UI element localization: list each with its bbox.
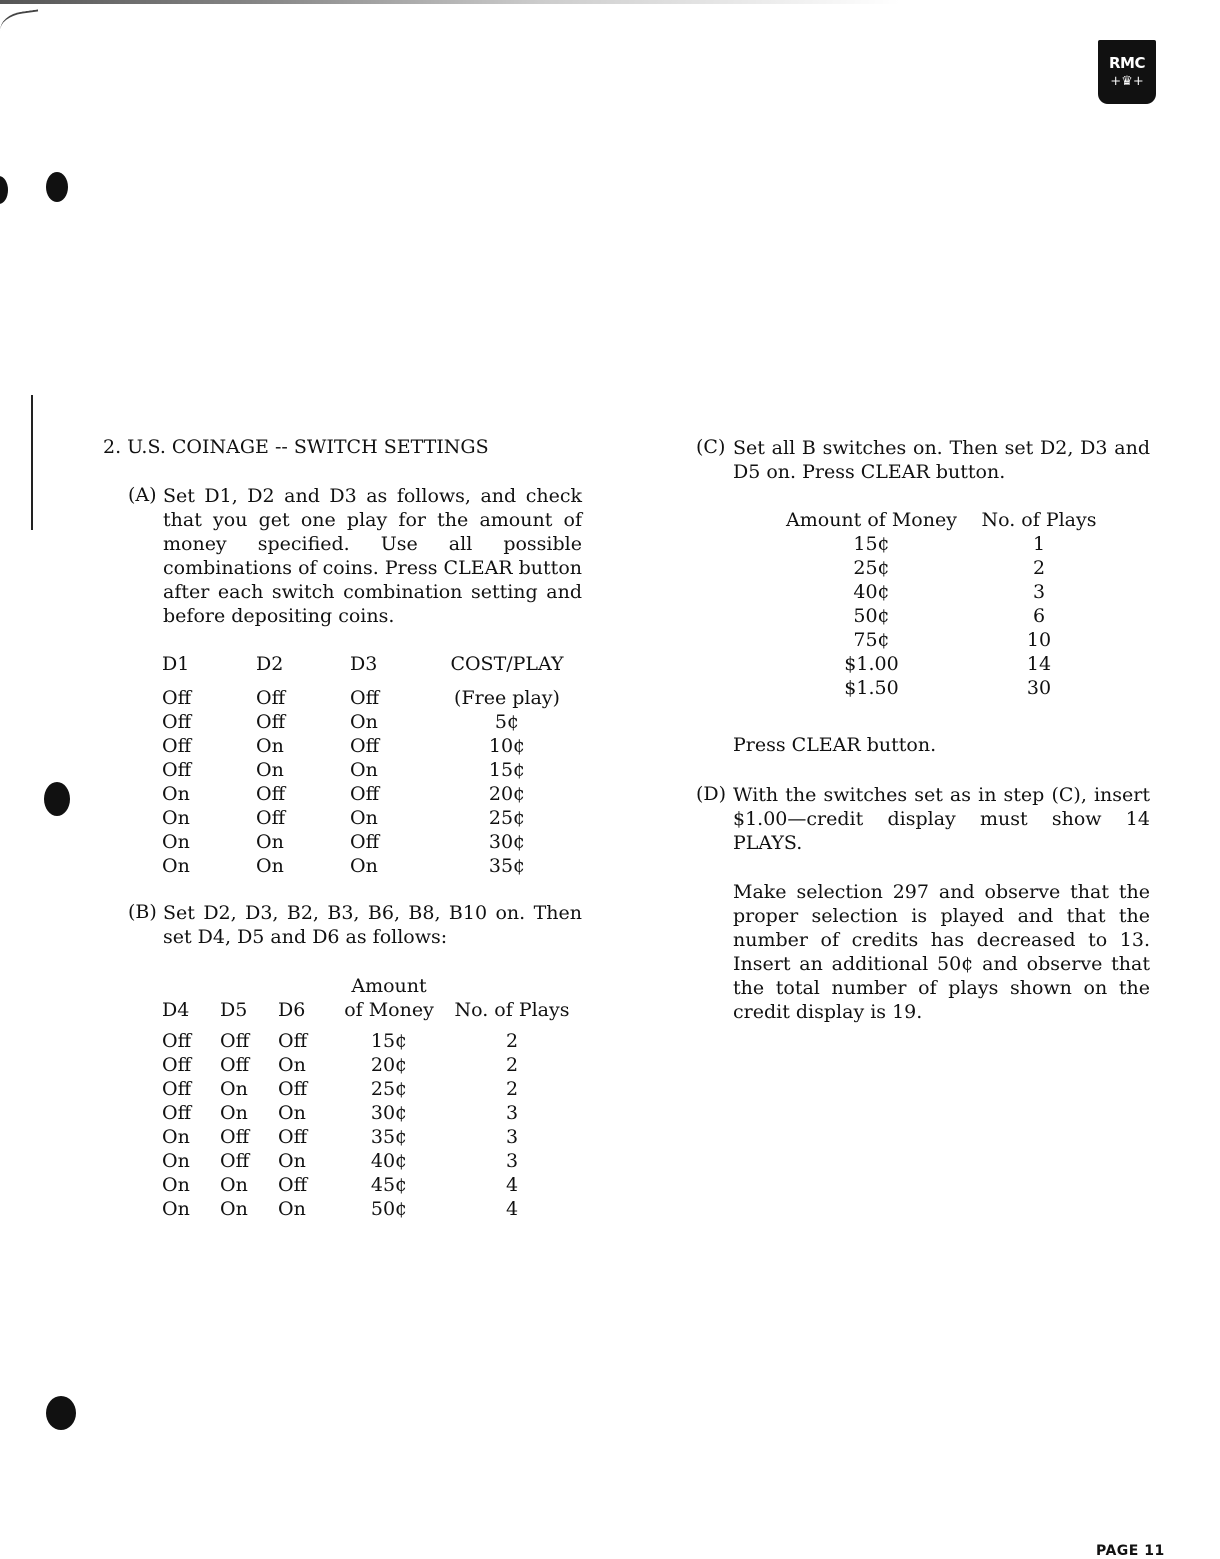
cell: On <box>220 1198 248 1220</box>
binder-hole <box>46 172 68 202</box>
table-row <box>162 806 577 830</box>
cell: On <box>278 1102 306 1124</box>
table-row <box>162 1173 582 1197</box>
cell: Off <box>278 1126 308 1148</box>
cell: 5¢ <box>494 711 520 733</box>
cell: 2 <box>505 1030 519 1052</box>
cell: 20¢ <box>370 1054 408 1076</box>
cell: Off <box>256 687 286 709</box>
scan-edge-line <box>0 0 900 4</box>
table-row <box>162 734 577 758</box>
cell: 3 <box>505 1150 519 1172</box>
cell: 4 <box>505 1198 519 1220</box>
cell: Off <box>256 807 286 829</box>
cell: 20¢ <box>488 783 526 805</box>
step-b-label: (B) <box>128 901 157 923</box>
cell: 6 <box>1032 605 1046 627</box>
cell: On <box>278 1054 306 1076</box>
cell: On <box>162 831 190 853</box>
table-row <box>779 580 1114 604</box>
cell: On <box>162 1150 190 1172</box>
cell: 1 <box>1032 533 1046 555</box>
col-header: D3 <box>350 653 378 675</box>
col-header: No. of Plays <box>454 999 570 1021</box>
table-row <box>162 710 577 734</box>
cell: Off <box>350 735 380 757</box>
table-row <box>162 1101 582 1125</box>
step-d-text: With the switches set as in step (C), insert $1.00—credit display must show 14 PLAYS. <box>733 784 1150 854</box>
cell: 40¢ <box>853 581 890 603</box>
col-header: D5 <box>220 999 248 1021</box>
cell: Off <box>162 735 192 757</box>
cell: 3 <box>1032 581 1046 603</box>
table-c-header <box>779 508 1114 532</box>
cell: 40¢ <box>370 1150 408 1172</box>
col-header: D4 <box>162 999 190 1021</box>
cell: $1.00 <box>844 653 899 675</box>
table-row <box>162 1053 582 1077</box>
margin-rule <box>31 395 33 530</box>
cell: Off <box>162 711 192 733</box>
cell: 50¢ <box>853 605 890 627</box>
cell: 35¢ <box>370 1126 408 1148</box>
table-row <box>162 1029 582 1053</box>
cell: Off <box>220 1030 250 1052</box>
col-header: D2 <box>256 653 284 675</box>
cell: Off <box>162 1030 192 1052</box>
table-a <box>162 652 577 878</box>
table-row <box>162 686 577 710</box>
col-header: COST/PLAY <box>450 653 564 675</box>
cell: 14 <box>1026 653 1052 675</box>
cell: 10¢ <box>488 735 526 757</box>
table-row <box>162 1077 582 1101</box>
binder-hole-mark <box>0 176 8 204</box>
table-row <box>779 676 1114 700</box>
crown-icon: +♛+ <box>1110 74 1144 89</box>
cell: 50¢ <box>370 1198 408 1220</box>
cell: Off <box>256 783 286 805</box>
cell: On <box>256 759 284 781</box>
cell: 3 <box>505 1102 519 1124</box>
table-row <box>779 532 1114 556</box>
table-b <box>162 974 582 1221</box>
cell: On <box>350 759 378 781</box>
cell: On <box>162 1174 190 1196</box>
cell: 3 <box>505 1126 519 1148</box>
cell: Off <box>220 1126 250 1148</box>
step-b-text: Set D2, D3, B2, B3, B6, B8, B10 on. Then set D4, D5 and D6 as follows: <box>163 902 582 948</box>
rmc-logo <box>1098 40 1156 104</box>
cell: 35¢ <box>488 855 526 877</box>
step-d-label: (D) <box>696 783 727 805</box>
cell: On <box>350 855 378 877</box>
table-row <box>162 782 577 806</box>
cell: $1.50 <box>844 677 899 699</box>
cell: On <box>162 783 190 805</box>
cell: 25¢ <box>853 557 890 579</box>
cell: On <box>220 1078 248 1100</box>
step-a-label: (A) <box>128 484 157 506</box>
cell: 30¢ <box>370 1102 408 1124</box>
page-number: PAGE 11 <box>1096 1543 1165 1559</box>
step-d-text2: Make selection 297 and observe that the proper selection is played and that the number of credits has decreased to 13. Insert an additional 50¢ and observe that the total number of plays shown on the credit display is 19. <box>733 881 1150 1023</box>
cell: On <box>162 855 190 877</box>
cell: Off <box>278 1174 308 1196</box>
cell: 75¢ <box>853 629 890 651</box>
cell: Off <box>350 831 380 853</box>
cell: Off <box>350 783 380 805</box>
table-row <box>779 604 1114 628</box>
cell: 10 <box>1026 629 1052 651</box>
cell: 15¢ <box>853 533 890 555</box>
cell: 4 <box>505 1174 519 1196</box>
table-a-header <box>162 652 577 686</box>
cell: On <box>350 711 378 733</box>
cell: Off <box>162 1054 192 1076</box>
table-b-header-row1 <box>162 974 582 998</box>
col-header: No. of Plays <box>981 509 1097 531</box>
col-header: Amount of Money <box>786 509 957 531</box>
cell: On <box>278 1150 306 1172</box>
cell: 2 <box>505 1054 519 1076</box>
cell: (Free play) <box>454 687 560 709</box>
col-header: D1 <box>162 653 190 675</box>
cell: On <box>350 807 378 829</box>
col-header: of Money <box>344 999 434 1021</box>
step-b <box>128 901 588 949</box>
step-a <box>128 484 588 628</box>
cell: Off <box>162 1102 192 1124</box>
col-header: D6 <box>278 999 306 1021</box>
cell: 30¢ <box>488 831 526 853</box>
cell: 30 <box>1026 677 1052 699</box>
binder-hole <box>44 782 70 816</box>
table-row <box>162 830 577 854</box>
table-row <box>779 652 1114 676</box>
cell: On <box>256 831 284 853</box>
cell: Off <box>278 1030 308 1052</box>
cell: 45¢ <box>370 1174 408 1196</box>
table-b-header-row2 <box>162 998 582 1029</box>
table-row <box>162 1197 582 1221</box>
table-row <box>779 628 1114 652</box>
table-row <box>162 758 577 782</box>
cell: On <box>278 1198 306 1220</box>
table-c <box>779 508 1114 700</box>
cell: Off <box>278 1078 308 1100</box>
section-heading: 2. U.S. COINAGE -- SWITCH SETTINGS <box>103 436 489 458</box>
table-row <box>162 854 577 878</box>
table-row <box>162 1125 582 1149</box>
cell: Off <box>256 711 286 733</box>
cell: Off <box>350 687 380 709</box>
cell: On <box>220 1174 248 1196</box>
step-c-text: Set all B switches on. Then set D2, D3 and D5 on. Press CLEAR button. <box>733 437 1150 483</box>
col-header: Amount <box>351 975 427 997</box>
cell: Off <box>220 1150 250 1172</box>
cell: 2 <box>1032 557 1046 579</box>
step-a-text: Set D1, D2 and D3 as follows, and check that you get one play for the amount of money specified. Use all possible combinations of coins. Press CLEAR button after each switch combination setting and before depositing coins. <box>163 485 582 627</box>
step-d <box>696 783 1154 1024</box>
cell: On <box>162 1126 190 1148</box>
cell: On <box>256 855 284 877</box>
cell: On <box>256 735 284 757</box>
step-c <box>696 436 1154 484</box>
cell: Off <box>162 687 192 709</box>
cell: On <box>220 1102 248 1124</box>
table-row <box>162 1149 582 1173</box>
cell: On <box>162 807 190 829</box>
step-c-after: Press CLEAR button. <box>733 734 937 756</box>
cell: 15¢ <box>370 1030 408 1052</box>
cell: Off <box>162 759 192 781</box>
table-row <box>779 556 1114 580</box>
logo-text: RMC <box>1109 54 1145 72</box>
step-c-label: (C) <box>696 436 726 458</box>
cell: 2 <box>505 1078 519 1100</box>
cell: 25¢ <box>370 1078 408 1100</box>
cell: On <box>162 1198 190 1220</box>
scan-edge-mark <box>0 9 42 40</box>
cell: Off <box>162 1078 192 1100</box>
binder-hole <box>46 1396 76 1430</box>
cell: 15¢ <box>488 759 526 781</box>
cell: Off <box>220 1054 250 1076</box>
cell: 25¢ <box>488 807 526 829</box>
